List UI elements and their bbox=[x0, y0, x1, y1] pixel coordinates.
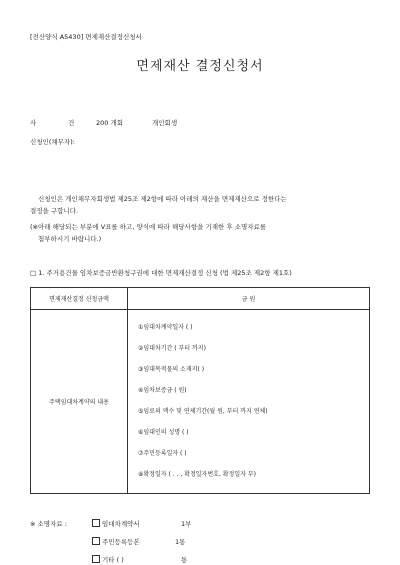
amount-label-cell: 면제재산결정 신청금액 bbox=[31, 288, 128, 310]
evidence-item[interactable]: 임대차계약서 bbox=[92, 519, 140, 528]
evidence-label: ※ 소명자료 : bbox=[30, 520, 67, 528]
case-court: 개인회생 bbox=[152, 119, 178, 127]
evidence-count: 통 bbox=[181, 556, 188, 564]
lease-item[interactable]: ①임대차계약일자 ( ) bbox=[138, 324, 193, 331]
amount-value-cell[interactable]: 금 원 bbox=[128, 288, 370, 310]
evidence-count: 1부 bbox=[181, 520, 192, 528]
lease-item[interactable]: ②임대차기간 ( 부터 까지) bbox=[138, 345, 206, 352]
case-label-2: 건 bbox=[68, 119, 75, 127]
exemption-table bbox=[30, 287, 370, 494]
page-title: 면제재산 결정신청서 bbox=[136, 59, 264, 74]
body-line-2: 결정을 구합니다. bbox=[30, 207, 79, 215]
checkbox[interactable] bbox=[92, 537, 100, 545]
checkbox[interactable] bbox=[92, 519, 100, 527]
checkbox[interactable] bbox=[92, 555, 100, 563]
lease-row-label: 주택임대차계약의 내용 bbox=[31, 310, 128, 494]
note-line-2: 첨부하시기 바랍니다.) bbox=[38, 235, 102, 243]
evidence-item[interactable]: 기타 ( ) bbox=[92, 555, 124, 564]
lease-item[interactable]: ⑧확정일자 ( . . , 확정일자번호, 확정일자 부) bbox=[138, 471, 256, 478]
table-header-row bbox=[31, 288, 370, 310]
form-code-header: [전산양식 A5430] 면제재산결정신청서 bbox=[30, 33, 142, 41]
case-label-1: 사 bbox=[30, 119, 37, 127]
lease-items-cell bbox=[128, 310, 370, 494]
table-body-row bbox=[31, 310, 370, 494]
lease-item[interactable]: ⑤임료의 액수 및 연체기간(월 원, 부터 까지 연체) bbox=[138, 408, 268, 415]
case-number: 200 개회 bbox=[96, 119, 124, 127]
evidence-item[interactable]: 주민등록등본 bbox=[92, 537, 140, 546]
body-line-1: 신청인은 개인채무자회생법 제25조 제2항에 따라 아래의 재산을 면제재산으로 정한다는 bbox=[38, 195, 287, 203]
section-1-heading: □ 1. 주거용건물 임차보증금반환청구권에 대한 면제재산결정 신청 (법 제25조 제2항 제1호) bbox=[30, 269, 292, 277]
lease-item[interactable]: ④임차보증금 ( 원) bbox=[138, 387, 187, 394]
lease-item[interactable]: ③임대목적물의 소재지( ) bbox=[138, 366, 205, 373]
evidence-count: 1통 bbox=[175, 538, 186, 546]
lease-item[interactable]: ⑦주민등록일자 ( ) bbox=[138, 450, 187, 457]
note-line-1: (※아래 해당되는 부분에 V표를 하고, 양식에 따라 해당사항을 기재한 후 소명자료를 bbox=[30, 223, 267, 231]
applicant-label: 신청인(채무자): bbox=[30, 138, 75, 146]
lease-item[interactable]: ⑥임대인의 성명 ( ) bbox=[138, 429, 189, 436]
